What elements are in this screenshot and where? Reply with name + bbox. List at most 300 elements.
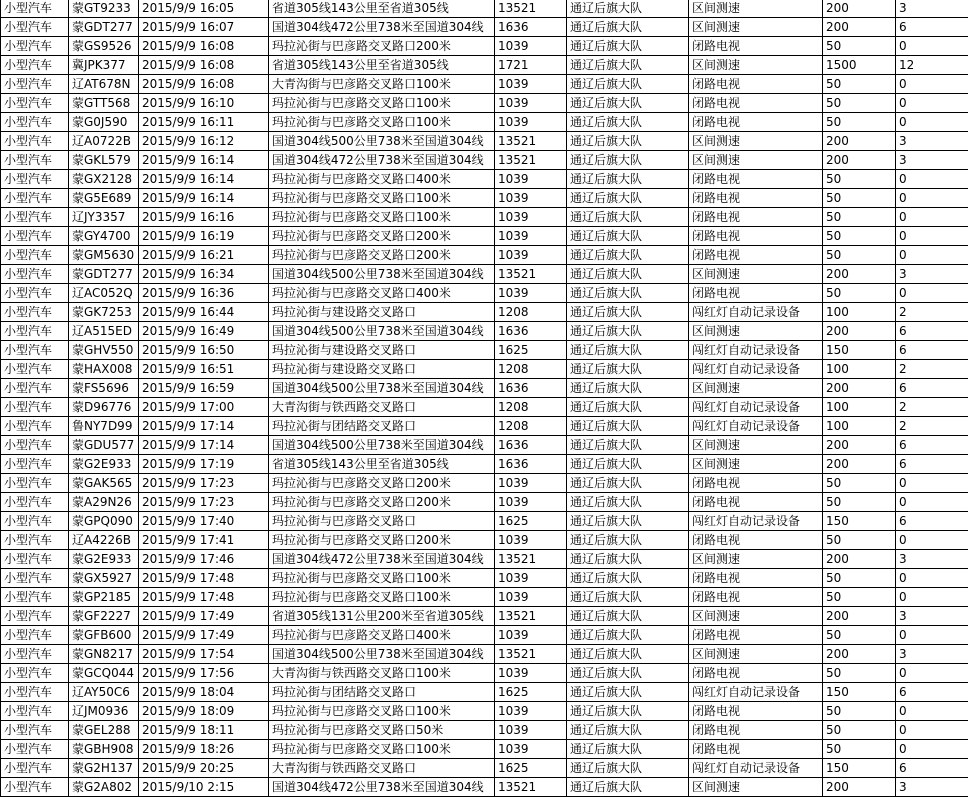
violation-code-cell[interactable]: 1625 <box>495 512 567 531</box>
violation-time-cell[interactable]: 2015/9/9 16:14 <box>139 151 269 170</box>
detection-method-cell[interactable]: 闭路电视 <box>689 493 823 512</box>
fine-amount-cell[interactable]: 50 <box>823 246 896 265</box>
violation-location-cell[interactable]: 省道305线131公里200米至省道305线 <box>269 607 495 626</box>
vehicle-type-cell[interactable]: 小型汽车 <box>1 56 69 75</box>
violation-code-cell[interactable]: 1039 <box>495 170 567 189</box>
enforcement-unit-cell[interactable]: 通辽后旗大队 <box>567 702 689 721</box>
penalty-points-cell[interactable]: 0 <box>896 588 968 607</box>
plate-number-cell[interactable]: 鲁NY7D99 <box>69 417 139 436</box>
vehicle-type-cell[interactable]: 小型汽车 <box>1 569 69 588</box>
vehicle-type-cell[interactable]: 小型汽车 <box>1 151 69 170</box>
violation-code-cell[interactable]: 1636 <box>495 436 567 455</box>
vehicle-type-cell[interactable]: 小型汽车 <box>1 132 69 151</box>
violation-code-cell[interactable]: 1625 <box>495 683 567 702</box>
violation-code-cell[interactable]: 1039 <box>495 702 567 721</box>
violation-location-cell[interactable]: 玛拉沁街与巴彦路交叉路口200米 <box>269 246 495 265</box>
detection-method-cell[interactable]: 区间测速 <box>689 436 823 455</box>
penalty-points-cell[interactable]: 6 <box>896 379 968 398</box>
penalty-points-cell[interactable]: 3 <box>896 265 968 284</box>
vehicle-type-cell[interactable]: 小型汽车 <box>1 474 69 493</box>
vehicle-type-cell[interactable]: 小型汽车 <box>1 683 69 702</box>
violation-location-cell[interactable]: 国道304线500公里738米至国道304线 <box>269 436 495 455</box>
plate-number-cell[interactable]: 蒙GFB600 <box>69 626 139 645</box>
violation-code-cell[interactable]: 13521 <box>495 0 567 18</box>
enforcement-unit-cell[interactable]: 通辽后旗大队 <box>567 759 689 778</box>
fine-amount-cell[interactable]: 100 <box>823 398 896 417</box>
penalty-points-cell[interactable]: 0 <box>896 626 968 645</box>
violation-location-cell[interactable]: 国道304线500公里738米至国道304线 <box>269 379 495 398</box>
violation-code-cell[interactable]: 1625 <box>495 341 567 360</box>
fine-amount-cell[interactable]: 200 <box>823 607 896 626</box>
violation-time-cell[interactable]: 2015/9/9 16:49 <box>139 322 269 341</box>
vehicle-type-cell[interactable]: 小型汽车 <box>1 550 69 569</box>
penalty-points-cell[interactable]: 3 <box>896 151 968 170</box>
detection-method-cell[interactable]: 区间测速 <box>689 18 823 37</box>
fine-amount-cell[interactable]: 200 <box>823 455 896 474</box>
violation-location-cell[interactable]: 大青沟街与巴彦路交叉路口100米 <box>269 75 495 94</box>
penalty-points-cell[interactable]: 0 <box>896 208 968 227</box>
detection-method-cell[interactable]: 闭路电视 <box>689 75 823 94</box>
plate-number-cell[interactable]: 蒙GTT568 <box>69 94 139 113</box>
violation-location-cell[interactable]: 大青沟街与铁西路交叉路口100米 <box>269 664 495 683</box>
violation-code-cell[interactable]: 1039 <box>495 531 567 550</box>
plate-number-cell[interactable]: 蒙GY4700 <box>69 227 139 246</box>
plate-number-cell[interactable]: 冀JPK377 <box>69 56 139 75</box>
detection-method-cell[interactable]: 区间测速 <box>689 265 823 284</box>
vehicle-type-cell[interactable]: 小型汽车 <box>1 379 69 398</box>
vehicle-type-cell[interactable]: 小型汽车 <box>1 189 69 208</box>
penalty-points-cell[interactable]: 0 <box>896 94 968 113</box>
violation-location-cell[interactable]: 省道305线143公里至省道305线 <box>269 56 495 75</box>
plate-number-cell[interactable]: 蒙GT9233 <box>69 0 139 18</box>
penalty-points-cell[interactable]: 3 <box>896 132 968 151</box>
fine-amount-cell[interactable]: 150 <box>823 341 896 360</box>
penalty-points-cell[interactable]: 3 <box>896 0 968 18</box>
violation-location-cell[interactable]: 玛拉沁街与团结路交叉路口 <box>269 683 495 702</box>
violation-time-cell[interactable]: 2015/9/9 16:16 <box>139 208 269 227</box>
violation-location-cell[interactable]: 国道304线472公里738米至国道304线 <box>269 550 495 569</box>
enforcement-unit-cell[interactable]: 通辽后旗大队 <box>567 455 689 474</box>
violation-time-cell[interactable]: 2015/9/9 18:11 <box>139 721 269 740</box>
detection-method-cell[interactable]: 闭路电视 <box>689 113 823 132</box>
violation-location-cell[interactable]: 国道304线500公里738米至国道304线 <box>269 265 495 284</box>
penalty-points-cell[interactable]: 6 <box>896 341 968 360</box>
penalty-points-cell[interactable]: 0 <box>896 246 968 265</box>
violation-time-cell[interactable]: 2015/9/9 17:48 <box>139 588 269 607</box>
enforcement-unit-cell[interactable]: 通辽后旗大队 <box>567 531 689 550</box>
violation-location-cell[interactable]: 大青沟街与铁西路交叉路口 <box>269 759 495 778</box>
violation-time-cell[interactable]: 2015/9/9 16:14 <box>139 170 269 189</box>
violation-time-cell[interactable]: 2015/9/9 17:49 <box>139 626 269 645</box>
penalty-points-cell[interactable]: 3 <box>896 778 968 797</box>
enforcement-unit-cell[interactable]: 通辽后旗大队 <box>567 284 689 303</box>
enforcement-unit-cell[interactable]: 通辽后旗大队 <box>567 398 689 417</box>
fine-amount-cell[interactable]: 50 <box>823 208 896 227</box>
violation-code-cell[interactable]: 1039 <box>495 626 567 645</box>
penalty-points-cell[interactable]: 0 <box>896 284 968 303</box>
violation-code-cell[interactable]: 13521 <box>495 778 567 797</box>
violation-location-cell[interactable]: 玛拉沁街与巴彦路交叉路口200米 <box>269 531 495 550</box>
detection-method-cell[interactable]: 闭路电视 <box>689 189 823 208</box>
penalty-points-cell[interactable]: 0 <box>896 664 968 683</box>
enforcement-unit-cell[interactable]: 通辽后旗大队 <box>567 170 689 189</box>
violation-location-cell[interactable]: 玛拉沁街与巴彦路交叉路口100米 <box>269 740 495 759</box>
violation-location-cell[interactable]: 玛拉沁街与巴彦路交叉路口200米 <box>269 37 495 56</box>
penalty-points-cell[interactable]: 6 <box>896 18 968 37</box>
fine-amount-cell[interactable]: 200 <box>823 778 896 797</box>
plate-number-cell[interactable]: 辽AY50C6 <box>69 683 139 702</box>
detection-method-cell[interactable]: 区间测速 <box>689 0 823 18</box>
violation-code-cell[interactable]: 1039 <box>495 588 567 607</box>
penalty-points-cell[interactable]: 6 <box>896 683 968 702</box>
plate-number-cell[interactable]: 蒙GN8217 <box>69 645 139 664</box>
violation-location-cell[interactable]: 玛拉沁街与巴彦路交叉路口50米 <box>269 721 495 740</box>
fine-amount-cell[interactable]: 50 <box>823 75 896 94</box>
enforcement-unit-cell[interactable]: 通辽后旗大队 <box>567 626 689 645</box>
violation-location-cell[interactable]: 省道305线143公里至省道305线 <box>269 455 495 474</box>
violation-location-cell[interactable]: 玛拉沁街与建设路交叉路口 <box>269 341 495 360</box>
vehicle-type-cell[interactable]: 小型汽车 <box>1 588 69 607</box>
vehicle-type-cell[interactable]: 小型汽车 <box>1 341 69 360</box>
penalty-points-cell[interactable]: 6 <box>896 455 968 474</box>
penalty-points-cell[interactable]: 3 <box>896 607 968 626</box>
violation-time-cell[interactable]: 2015/9/9 18:04 <box>139 683 269 702</box>
enforcement-unit-cell[interactable]: 通辽后旗大队 <box>567 493 689 512</box>
detection-method-cell[interactable]: 闯红灯自动记录设备 <box>689 360 823 379</box>
detection-method-cell[interactable]: 区间测速 <box>689 132 823 151</box>
enforcement-unit-cell[interactable]: 通辽后旗大队 <box>567 607 689 626</box>
enforcement-unit-cell[interactable]: 通辽后旗大队 <box>567 189 689 208</box>
fine-amount-cell[interactable]: 50 <box>823 626 896 645</box>
vehicle-type-cell[interactable]: 小型汽车 <box>1 265 69 284</box>
vehicle-type-cell[interactable]: 小型汽车 <box>1 170 69 189</box>
detection-method-cell[interactable]: 闯红灯自动记录设备 <box>689 759 823 778</box>
penalty-points-cell[interactable]: 6 <box>896 512 968 531</box>
violation-code-cell[interactable]: 1039 <box>495 94 567 113</box>
vehicle-type-cell[interactable]: 小型汽车 <box>1 0 69 18</box>
vehicle-type-cell[interactable]: 小型汽车 <box>1 721 69 740</box>
penalty-points-cell[interactable]: 6 <box>896 436 968 455</box>
violation-location-cell[interactable]: 省道305线143公里至省道305线 <box>269 0 495 18</box>
detection-method-cell[interactable]: 闭路电视 <box>689 588 823 607</box>
violation-code-cell[interactable]: 13521 <box>495 550 567 569</box>
fine-amount-cell[interactable]: 50 <box>823 493 896 512</box>
plate-number-cell[interactable]: 蒙G2A802 <box>69 778 139 797</box>
violation-location-cell[interactable]: 玛拉沁街与团结路交叉路口 <box>269 417 495 436</box>
penalty-points-cell[interactable]: 3 <box>896 550 968 569</box>
violation-code-cell[interactable]: 13521 <box>495 645 567 664</box>
violation-code-cell[interactable]: 1039 <box>495 208 567 227</box>
fine-amount-cell[interactable]: 200 <box>823 0 896 18</box>
violation-location-cell[interactable]: 国道304线472公里738米至国道304线 <box>269 18 495 37</box>
penalty-points-cell[interactable]: 2 <box>896 417 968 436</box>
plate-number-cell[interactable]: 蒙GEL288 <box>69 721 139 740</box>
enforcement-unit-cell[interactable]: 通辽后旗大队 <box>567 664 689 683</box>
violation-code-cell[interactable]: 1721 <box>495 56 567 75</box>
violation-code-cell[interactable]: 1039 <box>495 189 567 208</box>
violation-time-cell[interactable]: 2015/9/9 16:51 <box>139 360 269 379</box>
enforcement-unit-cell[interactable]: 通辽后旗大队 <box>567 721 689 740</box>
vehicle-type-cell[interactable]: 小型汽车 <box>1 531 69 550</box>
violation-location-cell[interactable]: 玛拉沁街与巴彦路交叉路口100米 <box>269 94 495 113</box>
enforcement-unit-cell[interactable]: 通辽后旗大队 <box>567 132 689 151</box>
plate-number-cell[interactable]: 辽JY3357 <box>69 208 139 227</box>
plate-number-cell[interactable]: 辽JM0936 <box>69 702 139 721</box>
fine-amount-cell[interactable]: 200 <box>823 18 896 37</box>
fine-amount-cell[interactable]: 200 <box>823 151 896 170</box>
enforcement-unit-cell[interactable]: 通辽后旗大队 <box>567 645 689 664</box>
violation-time-cell[interactable]: 2015/9/9 17:46 <box>139 550 269 569</box>
penalty-points-cell[interactable]: 6 <box>896 759 968 778</box>
fine-amount-cell[interactable]: 50 <box>823 569 896 588</box>
penalty-points-cell[interactable]: 3 <box>896 645 968 664</box>
violation-time-cell[interactable]: 2015/9/9 17:49 <box>139 607 269 626</box>
fine-amount-cell[interactable]: 50 <box>823 702 896 721</box>
detection-method-cell[interactable]: 闭路电视 <box>689 208 823 227</box>
violation-code-cell[interactable]: 1039 <box>495 664 567 683</box>
violation-time-cell[interactable]: 2015/9/9 17:54 <box>139 645 269 664</box>
violation-time-cell[interactable]: 2015/9/9 17:14 <box>139 436 269 455</box>
violation-location-cell[interactable]: 玛拉沁街与建设路交叉路口 <box>269 303 495 322</box>
violation-location-cell[interactable]: 玛拉沁街与巴彦路交叉路口400米 <box>269 284 495 303</box>
violation-time-cell[interactable]: 2015/9/9 17:48 <box>139 569 269 588</box>
detection-method-cell[interactable]: 区间测速 <box>689 56 823 75</box>
detection-method-cell[interactable]: 区间测速 <box>689 151 823 170</box>
violation-location-cell[interactable]: 玛拉沁街与巴彦路交叉路口100米 <box>269 569 495 588</box>
violation-location-cell[interactable]: 玛拉沁街与巴彦路交叉路口400米 <box>269 626 495 645</box>
detection-method-cell[interactable]: 闭路电视 <box>689 246 823 265</box>
violation-time-cell[interactable]: 2015/9/9 16:08 <box>139 56 269 75</box>
violation-time-cell[interactable]: 2015/9/9 16:50 <box>139 341 269 360</box>
plate-number-cell[interactable]: 蒙GHV550 <box>69 341 139 360</box>
plate-number-cell[interactable]: 蒙GDT277 <box>69 265 139 284</box>
enforcement-unit-cell[interactable]: 通辽后旗大队 <box>567 0 689 18</box>
violation-code-cell[interactable]: 1208 <box>495 360 567 379</box>
fine-amount-cell[interactable]: 200 <box>823 379 896 398</box>
detection-method-cell[interactable]: 闭路电视 <box>689 37 823 56</box>
detection-method-cell[interactable]: 闭路电视 <box>689 227 823 246</box>
vehicle-type-cell[interactable]: 小型汽车 <box>1 759 69 778</box>
detection-method-cell[interactable]: 闯红灯自动记录设备 <box>689 303 823 322</box>
violation-time-cell[interactable]: 2015/9/10 2:15 <box>139 778 269 797</box>
detection-method-cell[interactable]: 闯红灯自动记录设备 <box>689 683 823 702</box>
plate-number-cell[interactable]: 蒙G5E689 <box>69 189 139 208</box>
enforcement-unit-cell[interactable]: 通辽后旗大队 <box>567 512 689 531</box>
plate-number-cell[interactable]: 蒙GAK565 <box>69 474 139 493</box>
enforcement-unit-cell[interactable]: 通辽后旗大队 <box>567 778 689 797</box>
violation-time-cell[interactable]: 2015/9/9 16:36 <box>139 284 269 303</box>
enforcement-unit-cell[interactable]: 通辽后旗大队 <box>567 322 689 341</box>
violation-code-cell[interactable]: 1636 <box>495 379 567 398</box>
penalty-points-cell[interactable]: 0 <box>896 721 968 740</box>
enforcement-unit-cell[interactable]: 通辽后旗大队 <box>567 360 689 379</box>
vehicle-type-cell[interactable]: 小型汽车 <box>1 607 69 626</box>
violation-location-cell[interactable]: 玛拉沁街与巴彦路交叉路口100米 <box>269 189 495 208</box>
enforcement-unit-cell[interactable]: 通辽后旗大队 <box>567 341 689 360</box>
enforcement-unit-cell[interactable]: 通辽后旗大队 <box>567 56 689 75</box>
violation-time-cell[interactable]: 2015/9/9 18:26 <box>139 740 269 759</box>
plate-number-cell[interactable]: 蒙G0J590 <box>69 113 139 132</box>
plate-number-cell[interactable]: 蒙FS5696 <box>69 379 139 398</box>
violation-time-cell[interactable]: 2015/9/9 16:44 <box>139 303 269 322</box>
violation-code-cell[interactable]: 1039 <box>495 246 567 265</box>
detection-method-cell[interactable]: 区间测速 <box>689 379 823 398</box>
vehicle-type-cell[interactable]: 小型汽车 <box>1 436 69 455</box>
penalty-points-cell[interactable]: 0 <box>896 531 968 550</box>
fine-amount-cell[interactable]: 200 <box>823 132 896 151</box>
plate-number-cell[interactable]: 蒙A29N26 <box>69 493 139 512</box>
fine-amount-cell[interactable]: 50 <box>823 588 896 607</box>
violation-time-cell[interactable]: 2015/9/9 16:19 <box>139 227 269 246</box>
violation-location-cell[interactable]: 玛拉沁街与巴彦路交叉路口100米 <box>269 208 495 227</box>
enforcement-unit-cell[interactable]: 通辽后旗大队 <box>567 683 689 702</box>
plate-number-cell[interactable]: 蒙GF2227 <box>69 607 139 626</box>
violation-code-cell[interactable]: 1636 <box>495 322 567 341</box>
vehicle-type-cell[interactable]: 小型汽车 <box>1 626 69 645</box>
violation-location-cell[interactable]: 玛拉沁街与巴彦路交叉路口 <box>269 512 495 531</box>
enforcement-unit-cell[interactable]: 通辽后旗大队 <box>567 265 689 284</box>
vehicle-type-cell[interactable]: 小型汽车 <box>1 740 69 759</box>
fine-amount-cell[interactable]: 50 <box>823 113 896 132</box>
fine-amount-cell[interactable]: 200 <box>823 265 896 284</box>
violation-code-cell[interactable]: 1039 <box>495 113 567 132</box>
vehicle-type-cell[interactable]: 小型汽车 <box>1 702 69 721</box>
penalty-points-cell[interactable]: 0 <box>896 740 968 759</box>
fine-amount-cell[interactable]: 50 <box>823 94 896 113</box>
vehicle-type-cell[interactable]: 小型汽车 <box>1 208 69 227</box>
violation-time-cell[interactable]: 2015/9/9 17:41 <box>139 531 269 550</box>
enforcement-unit-cell[interactable]: 通辽后旗大队 <box>567 75 689 94</box>
plate-number-cell[interactable]: 蒙GS9526 <box>69 37 139 56</box>
penalty-points-cell[interactable]: 2 <box>896 398 968 417</box>
plate-number-cell[interactable]: 蒙D96776 <box>69 398 139 417</box>
detection-method-cell[interactable]: 闭路电视 <box>689 702 823 721</box>
penalty-points-cell[interactable]: 0 <box>896 569 968 588</box>
detection-method-cell[interactable]: 闭路电视 <box>689 284 823 303</box>
plate-number-cell[interactable]: 蒙GBH908 <box>69 740 139 759</box>
enforcement-unit-cell[interactable]: 通辽后旗大队 <box>567 474 689 493</box>
violation-location-cell[interactable]: 玛拉沁街与建设路交叉路口 <box>269 360 495 379</box>
violation-location-cell[interactable]: 国道304线500公里738米至国道304线 <box>269 132 495 151</box>
detection-method-cell[interactable]: 闯红灯自动记录设备 <box>689 398 823 417</box>
violation-time-cell[interactable]: 2015/9/9 17:56 <box>139 664 269 683</box>
fine-amount-cell[interactable]: 200 <box>823 550 896 569</box>
enforcement-unit-cell[interactable]: 通辽后旗大队 <box>567 740 689 759</box>
vehicle-type-cell[interactable]: 小型汽车 <box>1 18 69 37</box>
plate-number-cell[interactable]: 辽A515ED <box>69 322 139 341</box>
plate-number-cell[interactable]: 蒙GPQ090 <box>69 512 139 531</box>
fine-amount-cell[interactable]: 200 <box>823 436 896 455</box>
violation-time-cell[interactable]: 2015/9/9 16:08 <box>139 75 269 94</box>
penalty-points-cell[interactable]: 0 <box>896 474 968 493</box>
plate-number-cell[interactable]: 蒙GP2185 <box>69 588 139 607</box>
fine-amount-cell[interactable]: 50 <box>823 189 896 208</box>
violation-code-cell[interactable]: 13521 <box>495 151 567 170</box>
violation-time-cell[interactable]: 2015/9/9 17:40 <box>139 512 269 531</box>
violation-time-cell[interactable]: 2015/9/9 18:09 <box>139 702 269 721</box>
violation-time-cell[interactable]: 2015/9/9 16:10 <box>139 94 269 113</box>
violation-code-cell[interactable]: 1636 <box>495 18 567 37</box>
plate-number-cell[interactable]: 辽A0722B <box>69 132 139 151</box>
violation-location-cell[interactable]: 玛拉沁街与巴彦路交叉路口200米 <box>269 227 495 246</box>
plate-number-cell[interactable]: 蒙HAX008 <box>69 360 139 379</box>
enforcement-unit-cell[interactable]: 通辽后旗大队 <box>567 569 689 588</box>
vehicle-type-cell[interactable]: 小型汽车 <box>1 94 69 113</box>
penalty-points-cell[interactable]: 0 <box>896 702 968 721</box>
violation-code-cell[interactable]: 1039 <box>495 740 567 759</box>
detection-method-cell[interactable]: 区间测速 <box>689 778 823 797</box>
detection-method-cell[interactable]: 闭路电视 <box>689 474 823 493</box>
violation-code-cell[interactable]: 13521 <box>495 607 567 626</box>
violation-code-cell[interactable]: 1039 <box>495 284 567 303</box>
enforcement-unit-cell[interactable]: 通辽后旗大队 <box>567 227 689 246</box>
violation-code-cell[interactable]: 1039 <box>495 227 567 246</box>
plate-number-cell[interactable]: 蒙GX2128 <box>69 170 139 189</box>
fine-amount-cell[interactable]: 150 <box>823 759 896 778</box>
violation-time-cell[interactable]: 2015/9/9 16:12 <box>139 132 269 151</box>
detection-method-cell[interactable]: 区间测速 <box>689 645 823 664</box>
enforcement-unit-cell[interactable]: 通辽后旗大队 <box>567 94 689 113</box>
enforcement-unit-cell[interactable]: 通辽后旗大队 <box>567 588 689 607</box>
violation-code-cell[interactable]: 1208 <box>495 398 567 417</box>
penalty-points-cell[interactable]: 0 <box>896 75 968 94</box>
violation-code-cell[interactable]: 13521 <box>495 265 567 284</box>
vehicle-type-cell[interactable]: 小型汽车 <box>1 227 69 246</box>
violation-code-cell[interactable]: 1039 <box>495 37 567 56</box>
enforcement-unit-cell[interactable]: 通辽后旗大队 <box>567 379 689 398</box>
detection-method-cell[interactable]: 闭路电视 <box>689 626 823 645</box>
enforcement-unit-cell[interactable]: 通辽后旗大队 <box>567 208 689 227</box>
enforcement-unit-cell[interactable]: 通辽后旗大队 <box>567 417 689 436</box>
fine-amount-cell[interactable]: 50 <box>823 227 896 246</box>
penalty-points-cell[interactable]: 0 <box>896 37 968 56</box>
fine-amount-cell[interactable]: 100 <box>823 417 896 436</box>
violation-location-cell[interactable]: 国道304线472公里738米至国道304线 <box>269 778 495 797</box>
detection-method-cell[interactable]: 闭路电视 <box>689 531 823 550</box>
violation-location-cell[interactable]: 玛拉沁街与巴彦路交叉路口100米 <box>269 113 495 132</box>
fine-amount-cell[interactable]: 50 <box>823 284 896 303</box>
fine-amount-cell[interactable]: 50 <box>823 740 896 759</box>
violation-time-cell[interactable]: 2015/9/9 16:21 <box>139 246 269 265</box>
violation-location-cell[interactable]: 国道304线500公里738米至国道304线 <box>269 645 495 664</box>
enforcement-unit-cell[interactable]: 通辽后旗大队 <box>567 18 689 37</box>
violation-time-cell[interactable]: 2015/9/9 17:14 <box>139 417 269 436</box>
violation-code-cell[interactable]: 1039 <box>495 75 567 94</box>
detection-method-cell[interactable]: 闭路电视 <box>689 569 823 588</box>
violation-code-cell[interactable]: 1625 <box>495 759 567 778</box>
violation-time-cell[interactable]: 2015/9/9 17:00 <box>139 398 269 417</box>
enforcement-unit-cell[interactable]: 通辽后旗大队 <box>567 436 689 455</box>
fine-amount-cell[interactable]: 100 <box>823 303 896 322</box>
penalty-points-cell[interactable]: 12 <box>896 56 968 75</box>
fine-amount-cell[interactable]: 150 <box>823 683 896 702</box>
vehicle-type-cell[interactable]: 小型汽车 <box>1 512 69 531</box>
vehicle-type-cell[interactable]: 小型汽车 <box>1 417 69 436</box>
violation-location-cell[interactable]: 玛拉沁街与巴彦路交叉路口100米 <box>269 588 495 607</box>
violation-time-cell[interactable]: 2015/9/9 17:23 <box>139 474 269 493</box>
violation-time-cell[interactable]: 2015/9/9 16:05 <box>139 0 269 18</box>
detection-method-cell[interactable]: 闯红灯自动记录设备 <box>689 417 823 436</box>
violation-location-cell[interactable]: 玛拉沁街与巴彦路交叉路口200米 <box>269 493 495 512</box>
enforcement-unit-cell[interactable]: 通辽后旗大队 <box>567 113 689 132</box>
penalty-points-cell[interactable]: 2 <box>896 303 968 322</box>
vehicle-type-cell[interactable]: 小型汽车 <box>1 322 69 341</box>
enforcement-unit-cell[interactable]: 通辽后旗大队 <box>567 151 689 170</box>
vehicle-type-cell[interactable]: 小型汽车 <box>1 645 69 664</box>
violation-time-cell[interactable]: 2015/9/9 16:34 <box>139 265 269 284</box>
vehicle-type-cell[interactable]: 小型汽车 <box>1 75 69 94</box>
violation-time-cell[interactable]: 2015/9/9 20:25 <box>139 759 269 778</box>
